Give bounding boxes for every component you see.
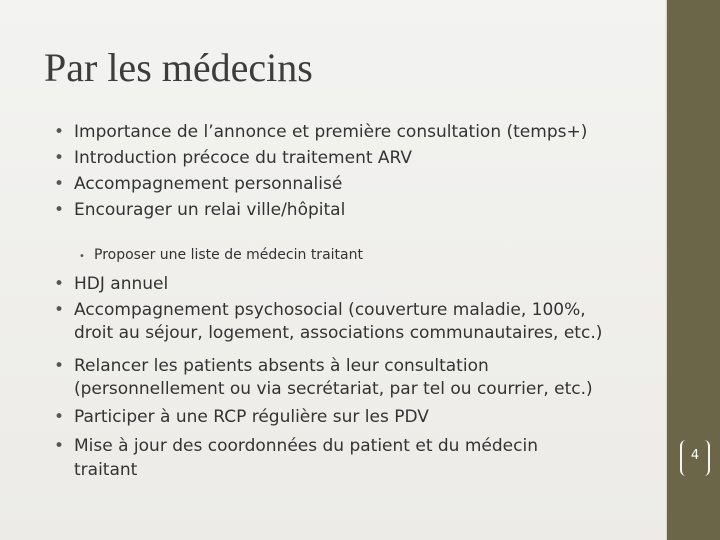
list-item: Encourager un relai ville/hôpital [74, 200, 346, 220]
bullet-glyph: • [54, 436, 65, 456]
list-item: HDJ annuel [74, 274, 169, 294]
sub-bullet-glyph: • [79, 251, 85, 262]
bullet-glyph: • [54, 356, 65, 376]
list-item-continuation: droit au séjour, logement, associations communautaires, etc.) [74, 323, 603, 343]
bullet-glyph: • [54, 148, 65, 168]
bullet-glyph: • [54, 300, 65, 320]
list-item-continuation: traitant [74, 460, 138, 480]
list-item: Accompagnement personnalisé [74, 174, 343, 194]
list-item: Importance de l’annonce et première consultation (temps+) [74, 122, 588, 142]
list-item-continuation: (personnellement ou via secrétariat, par tel ou courrier, etc.) [74, 379, 593, 399]
bullet-glyph: • [54, 174, 65, 194]
bullet-glyph: • [54, 200, 65, 220]
list-item: Participer à une RCP régulière sur les PDV [74, 407, 429, 427]
slide-title: Par les médecins [44, 45, 313, 90]
page-number: 4 [690, 448, 700, 463]
list-item: Relancer les patients absents à leur consultation [74, 356, 489, 376]
bullet-glyph: • [54, 407, 65, 427]
bullet-glyph: • [54, 122, 65, 142]
list-item: Introduction précoce du traitement ARV [74, 148, 413, 168]
bullet-glyph: • [54, 274, 65, 294]
sub-list-item: Proposer une liste de médecin traitant [94, 247, 363, 263]
list-item: Accompagnement psychosocial (couverture maladie, 100%, [74, 300, 586, 320]
list-item: Mise à jour des coordonnées du patient et du médecin [74, 436, 538, 456]
